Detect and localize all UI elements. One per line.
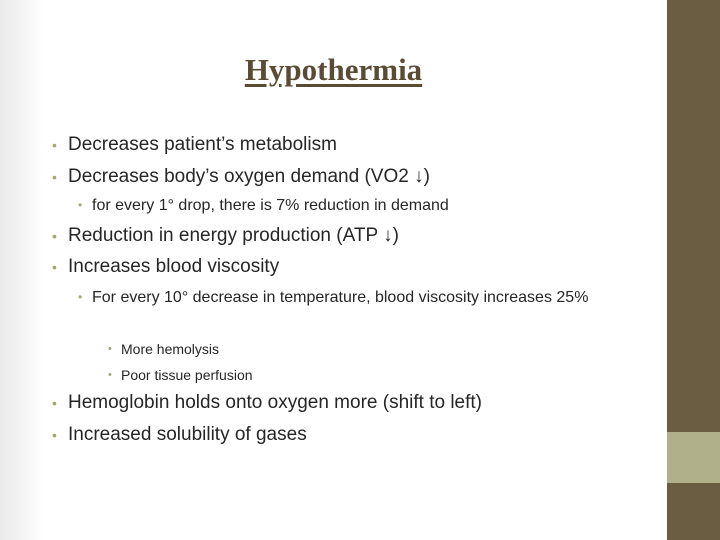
bullet-item <box>52 254 652 280</box>
bullet-marker: • <box>52 395 57 411</box>
bullet-text: Decreases patient’s metabolism <box>68 134 337 155</box>
sub-bullet-item <box>78 195 648 216</box>
bullet-item <box>52 223 652 249</box>
bullet-marker: • <box>108 369 112 381</box>
bullet-text: Increased solubility of gases <box>68 424 307 445</box>
bullet-text: Increases blood viscosity <box>68 256 280 277</box>
bullet-marker: • <box>108 343 112 355</box>
bullet-marker: • <box>52 169 57 185</box>
bullet-marker: • <box>52 427 57 443</box>
bullet-marker: • <box>52 137 57 153</box>
sidebar-accent-block <box>667 432 720 483</box>
slide-title: Hypothermia <box>244 52 423 87</box>
bullet-marker: • <box>52 228 57 244</box>
bullet-text: Hemoglobin holds onto oxygen more (shift to left) <box>68 392 482 413</box>
bullet-marker: • <box>78 198 83 212</box>
bullet-item <box>52 390 652 416</box>
sub-sub-bullet-item <box>108 366 608 384</box>
bullet-item <box>52 164 652 190</box>
sub-sub-bullet-item <box>108 340 608 358</box>
bullet-item <box>52 422 652 448</box>
bullet-text: More hemolysis <box>121 341 220 357</box>
bullet-marker: • <box>52 259 57 275</box>
bullet-text: Decreases body’s oxygen demand (VO2 ↓) <box>68 166 430 187</box>
bullet-item <box>52 132 652 158</box>
bullet-text: For every 10° decrease in temperature, blood viscosity increases 25% <box>92 289 589 306</box>
bullet-text: for every 1° drop, there is 7% reduction in demand <box>92 197 449 214</box>
bullet-text: Reduction in energy production (ATP ↓) <box>68 225 399 246</box>
bullet-text: Poor tissue perfusion <box>121 367 253 383</box>
sub-bullet-item <box>78 287 623 308</box>
bullet-marker: • <box>78 290 83 304</box>
